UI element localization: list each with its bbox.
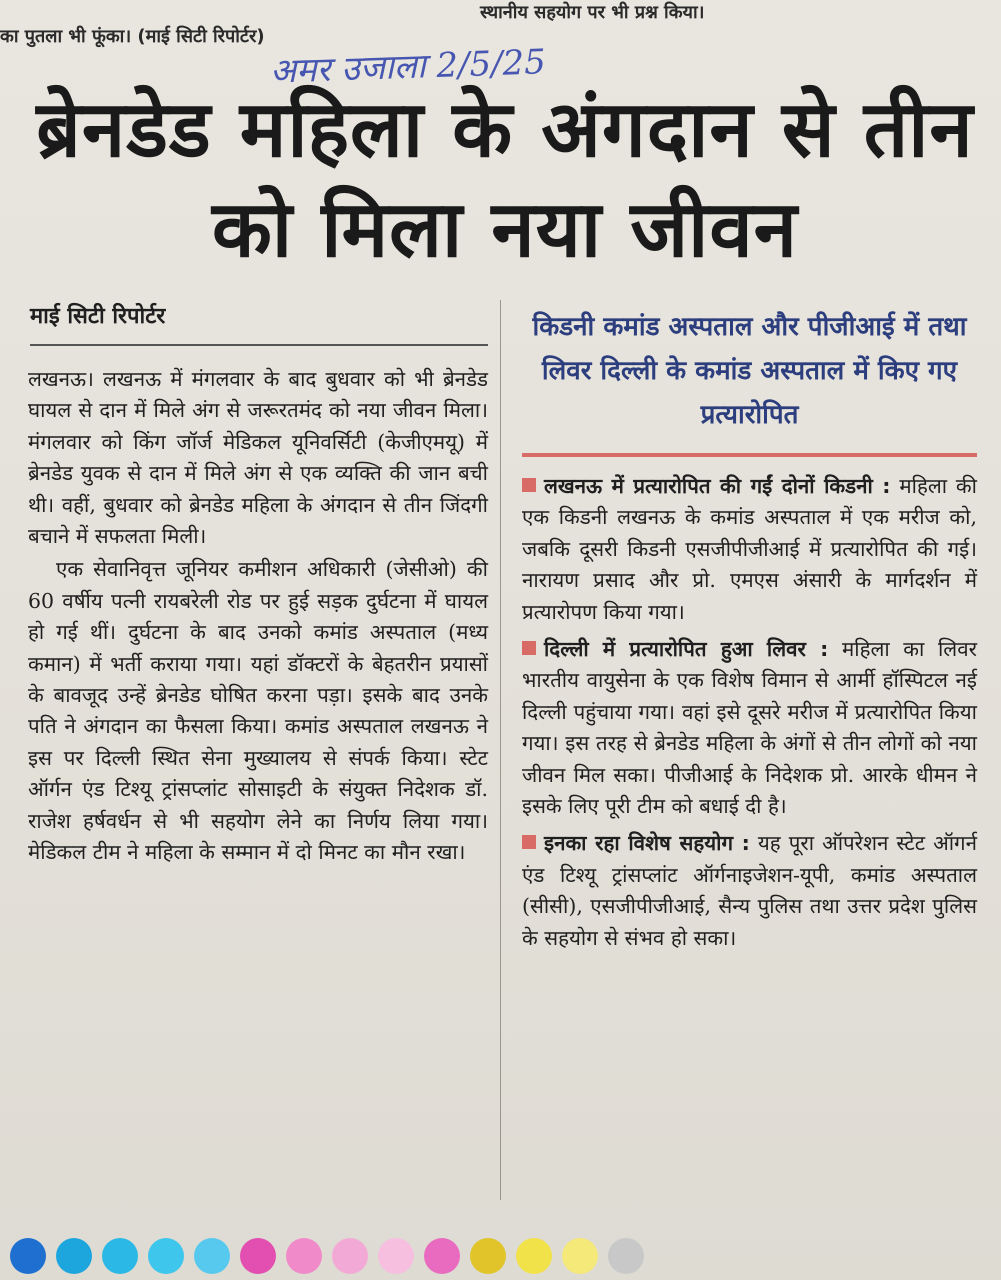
top-strip-left-text: का पुतला भी फूंका। (माई सिटी रिपोर्टर) bbox=[0, 26, 265, 47]
subheadline: किडनी कमांड अस्पताल और पीजीआई में तथा लिवर दिल्ली के कमांड अस्पताल में किए गए प्रत्यारोपित bbox=[532, 312, 967, 430]
handwritten-date-note: अमर उजाला 2/5/25 bbox=[269, 42, 547, 92]
sidebar-item-liver bbox=[522, 634, 977, 822]
registration-dot bbox=[10, 1238, 46, 1274]
item-lead: इनका रहा विशेष सहयोग : bbox=[544, 831, 750, 856]
registration-dot bbox=[286, 1238, 322, 1274]
registration-dot bbox=[194, 1238, 230, 1274]
red-rule-divider bbox=[522, 453, 977, 457]
registration-dot bbox=[102, 1238, 138, 1274]
item-lead: लखनऊ में प्रत्यारोपित की गईं दोनों किडनी : bbox=[544, 474, 891, 498]
top-strip-right-text: स्थानीय सहयोग पर भी प्रश्न किया। bbox=[480, 2, 705, 23]
registration-dot bbox=[424, 1238, 460, 1274]
registration-dot bbox=[332, 1238, 368, 1274]
square-bullet-icon bbox=[522, 641, 536, 655]
paragraph-1: लखनऊ। लखनऊ में मंगलवार के बाद बुधवार को भी ब्रेनडेड घायल से दान में मिले अंग से जरूरतमंद को नया जीवन मिला। मंगलवार को किंग जॉर्ज मेडिकल यूनिवर्सिटी (केजीएमयू) में ब्रेनडेड युवक से दान में मिले अंग से एक व्यक्ति की जान बची थी। वहीं, बुधवार को ब्रेनडेड महिला के अंगदान से तीन जिंदगी बचाने में सफलता मिली। bbox=[28, 367, 488, 549]
registration-dot bbox=[56, 1238, 92, 1274]
registration-dot bbox=[378, 1238, 414, 1274]
item-text: यह पूरा ऑपरेशन स्टेट ऑगर्न एंड टिश्यू ट्रांसप्लांट ऑर्गनाइजेशन-यूपी, कमांड अस्पताल (सीसी), एसजीपीजीआई, सैन्य पुलिस तथा उत्तर प्रदेश पुलिस के सहयोग से संभव हो सका। bbox=[522, 831, 977, 950]
registration-dot bbox=[516, 1238, 552, 1274]
paragraph-2: एक सेवानिवृत्त जूनियर कमीशन अधिकारी (जेसीओ) की 60 वर्षीय पत्नी रायबरेली रोड पर हुई सड़क दुर्घटना में घायल हो गई थीं। दुर्घटना के बाद उनको कमांड अस्पताल (मध्य कमान) में भर्ती कराया गया। यहां डॉक्टरों के बेहतरीन प्रयासों के बावजूद उन्हें ब्रेनडेड घोषित करना पड़ा। इसके बाद उनके पति ने अंगदान का फैसला किया। कमांड अस्पताल लखनऊ ने इस पर दिल्ली स्थित सेना मुख्यालय से संपर्क किया। स्टेट ऑर्गन एंड टिश्यू ट्रांसप्लांट सोसाइटी के संयुक्त निदेशक डॉ. राजेश हर्षवर्धन से भी सहयोग लेने का निर्णय लिया गया। मेडिकल टीम ने महिला के सम्मान में दो मिनट का मौन रखा। bbox=[28, 557, 488, 865]
item-text: महिला का लिवर भारतीय वायुसेना के एक विशेष विमान से आर्मी हॉस्पिटल नई दिल्ली पहुंचाया गया। वहां इसे दूसरे मरीज में प्रत्यारोपित किया गया। इस तरह से ब्रेनडेड महिला के अंगों से तीन लोगों को नया जीवन मिल सका। पीजीआई के निदेशक प्रो. आरके धीमन ने इसके लिए पूरी टीम को बधाई दी है। bbox=[522, 637, 977, 819]
registration-color-dots bbox=[0, 1232, 1001, 1280]
left-column bbox=[28, 300, 488, 869]
registration-dot bbox=[470, 1238, 506, 1274]
right-column bbox=[522, 305, 977, 960]
item-lead: दिल्ली में प्रत्यारोपित हुआ लिवर : bbox=[544, 637, 829, 662]
item-text: महिला की एक किडनी लखनऊ के कमांड अस्पताल में एक मरीज को, जबकि दूसरी किडनी एसजीपीजीआई में प्रत्यारोपित की गई। नारायण प्रसाद और प्रो. एमएस अंसारी के मार्गदर्शन में प्रत्यारोपण किया गया। bbox=[522, 474, 977, 624]
registration-dot bbox=[562, 1238, 598, 1274]
headline: ब्रेनडेड महिला के अंगदान से तीन को मिला नया जीवन bbox=[36, 85, 974, 275]
byline: माई सिटी रिपोर्टर bbox=[30, 300, 488, 346]
column-divider bbox=[500, 300, 501, 1200]
square-bullet-icon bbox=[522, 835, 536, 849]
sidebar-item-kidney bbox=[522, 471, 977, 628]
sidebar-item-support bbox=[522, 828, 977, 954]
square-bullet-icon bbox=[522, 478, 536, 492]
registration-dot bbox=[608, 1238, 644, 1274]
registration-dot bbox=[240, 1238, 276, 1274]
registration-dot bbox=[148, 1238, 184, 1274]
